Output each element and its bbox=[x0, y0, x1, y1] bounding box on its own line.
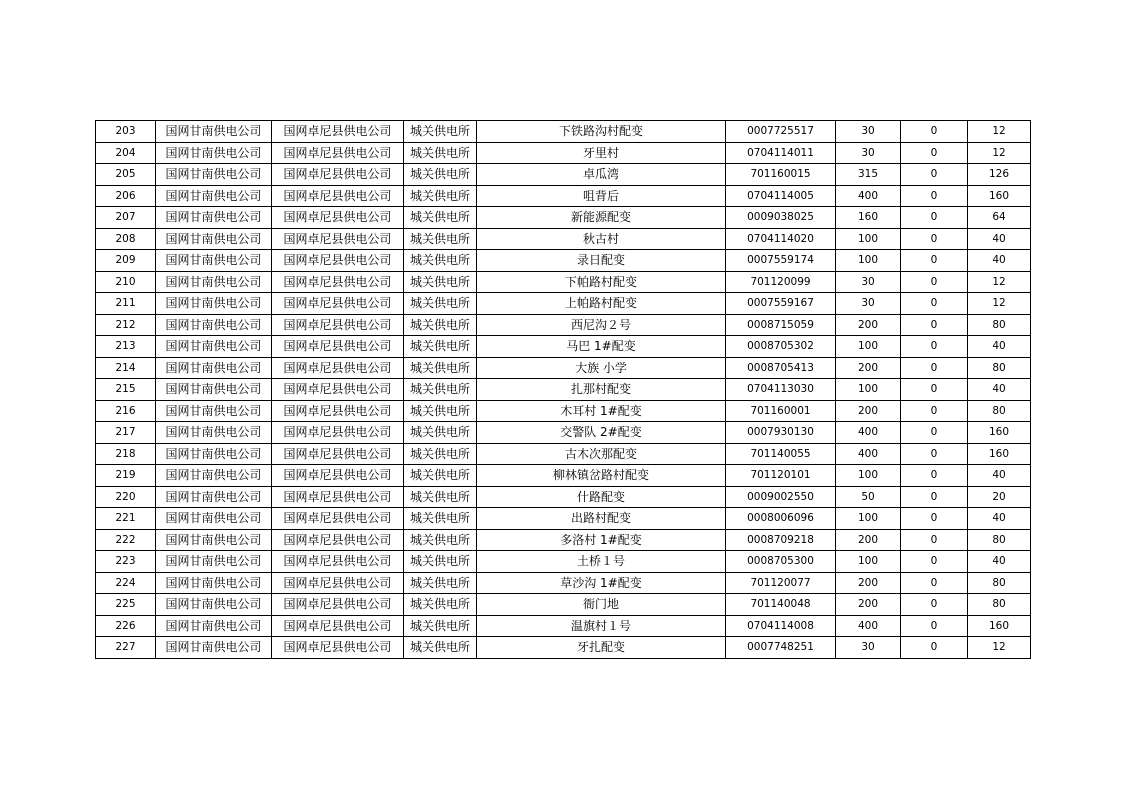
row-number-cell: 225 bbox=[96, 594, 156, 616]
transformer-name-cell: 草沙沟 1#配变 bbox=[477, 572, 726, 594]
station-cell: 城关供电所 bbox=[404, 551, 477, 573]
capacity-cell: 200 bbox=[836, 314, 901, 336]
company-cell: 国网甘南供电公司 bbox=[156, 164, 272, 186]
code-cell: 0007930130 bbox=[726, 422, 836, 444]
transformer-name-cell: 土桥１号 bbox=[477, 551, 726, 573]
county-company-cell: 国网卓尼县供电公司 bbox=[272, 594, 404, 616]
zero-cell: 0 bbox=[901, 465, 968, 487]
county-company-cell: 国网卓尼县供电公司 bbox=[272, 637, 404, 659]
value-cell: 12 bbox=[968, 121, 1031, 143]
transformer-name-cell: 牙里村 bbox=[477, 142, 726, 164]
table-row bbox=[96, 142, 1031, 164]
transformer-name-cell: 扎那村配变 bbox=[477, 379, 726, 401]
code-cell: 0009038025 bbox=[726, 207, 836, 229]
zero-cell: 0 bbox=[901, 357, 968, 379]
value-cell: 40 bbox=[968, 228, 1031, 250]
station-cell: 城关供电所 bbox=[404, 594, 477, 616]
station-cell: 城关供电所 bbox=[404, 293, 477, 315]
code-cell: 701120077 bbox=[726, 572, 836, 594]
station-cell: 城关供电所 bbox=[404, 185, 477, 207]
transformer-table bbox=[95, 120, 1031, 659]
company-cell: 国网甘南供电公司 bbox=[156, 121, 272, 143]
transformer-name-cell: 上帕路村配变 bbox=[477, 293, 726, 315]
station-cell: 城关供电所 bbox=[404, 529, 477, 551]
county-company-cell: 国网卓尼县供电公司 bbox=[272, 121, 404, 143]
row-number-cell: 207 bbox=[96, 207, 156, 229]
company-cell: 国网甘南供电公司 bbox=[156, 379, 272, 401]
capacity-cell: 400 bbox=[836, 443, 901, 465]
county-company-cell: 国网卓尼县供电公司 bbox=[272, 164, 404, 186]
value-cell: 160 bbox=[968, 615, 1031, 637]
capacity-cell: 200 bbox=[836, 400, 901, 422]
table-row bbox=[96, 551, 1031, 573]
station-cell: 城关供电所 bbox=[404, 250, 477, 272]
company-cell: 国网甘南供电公司 bbox=[156, 486, 272, 508]
zero-cell: 0 bbox=[901, 293, 968, 315]
county-company-cell: 国网卓尼县供电公司 bbox=[272, 379, 404, 401]
table-row bbox=[96, 185, 1031, 207]
county-company-cell: 国网卓尼县供电公司 bbox=[272, 572, 404, 594]
value-cell: 40 bbox=[968, 465, 1031, 487]
zero-cell: 0 bbox=[901, 228, 968, 250]
transformer-name-cell: 下帕路村配变 bbox=[477, 271, 726, 293]
table-row bbox=[96, 207, 1031, 229]
station-cell: 城关供电所 bbox=[404, 271, 477, 293]
zero-cell: 0 bbox=[901, 551, 968, 573]
capacity-cell: 30 bbox=[836, 637, 901, 659]
transformer-name-cell: 牙扎配变 bbox=[477, 637, 726, 659]
zero-cell: 0 bbox=[901, 164, 968, 186]
capacity-cell: 30 bbox=[836, 142, 901, 164]
transformer-name-cell: 新能源配变 bbox=[477, 207, 726, 229]
company-cell: 国网甘南供电公司 bbox=[156, 443, 272, 465]
row-number-cell: 223 bbox=[96, 551, 156, 573]
value-cell: 12 bbox=[968, 637, 1031, 659]
county-company-cell: 国网卓尼县供电公司 bbox=[272, 422, 404, 444]
table-row bbox=[96, 443, 1031, 465]
table-body bbox=[96, 121, 1031, 659]
row-number-cell: 224 bbox=[96, 572, 156, 594]
company-cell: 国网甘南供电公司 bbox=[156, 400, 272, 422]
table-row bbox=[96, 379, 1031, 401]
value-cell: 160 bbox=[968, 422, 1031, 444]
transformer-name-cell: 西尼沟２号 bbox=[477, 314, 726, 336]
station-cell: 城关供电所 bbox=[404, 465, 477, 487]
row-number-cell: 210 bbox=[96, 271, 156, 293]
value-cell: 12 bbox=[968, 293, 1031, 315]
capacity-cell: 100 bbox=[836, 508, 901, 530]
row-number-cell: 206 bbox=[96, 185, 156, 207]
row-number-cell: 208 bbox=[96, 228, 156, 250]
code-cell: 0008705302 bbox=[726, 336, 836, 358]
company-cell: 国网甘南供电公司 bbox=[156, 207, 272, 229]
transformer-name-cell: 咀背后 bbox=[477, 185, 726, 207]
value-cell: 80 bbox=[968, 529, 1031, 551]
zero-cell: 0 bbox=[901, 637, 968, 659]
zero-cell: 0 bbox=[901, 250, 968, 272]
zero-cell: 0 bbox=[901, 379, 968, 401]
station-cell: 城关供电所 bbox=[404, 379, 477, 401]
county-company-cell: 国网卓尼县供电公司 bbox=[272, 228, 404, 250]
value-cell: 126 bbox=[968, 164, 1031, 186]
code-cell: 0704114011 bbox=[726, 142, 836, 164]
table-row bbox=[96, 250, 1031, 272]
table-row bbox=[96, 121, 1031, 143]
company-cell: 国网甘南供电公司 bbox=[156, 293, 272, 315]
station-cell: 城关供电所 bbox=[404, 336, 477, 358]
county-company-cell: 国网卓尼县供电公司 bbox=[272, 336, 404, 358]
row-number-cell: 214 bbox=[96, 357, 156, 379]
company-cell: 国网甘南供电公司 bbox=[156, 551, 272, 573]
code-cell: 0009002550 bbox=[726, 486, 836, 508]
code-cell: 0704114008 bbox=[726, 615, 836, 637]
capacity-cell: 315 bbox=[836, 164, 901, 186]
value-cell: 40 bbox=[968, 250, 1031, 272]
table-row bbox=[96, 271, 1031, 293]
value-cell: 40 bbox=[968, 379, 1031, 401]
capacity-cell: 100 bbox=[836, 551, 901, 573]
code-cell: 0007559174 bbox=[726, 250, 836, 272]
capacity-cell: 100 bbox=[836, 379, 901, 401]
value-cell: 40 bbox=[968, 551, 1031, 573]
capacity-cell: 160 bbox=[836, 207, 901, 229]
capacity-cell: 30 bbox=[836, 271, 901, 293]
zero-cell: 0 bbox=[901, 443, 968, 465]
company-cell: 国网甘南供电公司 bbox=[156, 465, 272, 487]
capacity-cell: 200 bbox=[836, 572, 901, 594]
value-cell: 40 bbox=[968, 508, 1031, 530]
table-row bbox=[96, 486, 1031, 508]
value-cell: 80 bbox=[968, 572, 1031, 594]
zero-cell: 0 bbox=[901, 422, 968, 444]
transformer-name-cell: 什路配变 bbox=[477, 486, 726, 508]
value-cell: 80 bbox=[968, 314, 1031, 336]
code-cell: 701160001 bbox=[726, 400, 836, 422]
county-company-cell: 国网卓尼县供电公司 bbox=[272, 508, 404, 530]
table-row bbox=[96, 615, 1031, 637]
code-cell: 701140048 bbox=[726, 594, 836, 616]
capacity-cell: 30 bbox=[836, 293, 901, 315]
value-cell: 160 bbox=[968, 185, 1031, 207]
capacity-cell: 400 bbox=[836, 185, 901, 207]
table-row bbox=[96, 336, 1031, 358]
station-cell: 城关供电所 bbox=[404, 400, 477, 422]
station-cell: 城关供电所 bbox=[404, 422, 477, 444]
zero-cell: 0 bbox=[901, 508, 968, 530]
value-cell: 40 bbox=[968, 336, 1031, 358]
station-cell: 城关供电所 bbox=[404, 486, 477, 508]
county-company-cell: 国网卓尼县供电公司 bbox=[272, 142, 404, 164]
capacity-cell: 100 bbox=[836, 465, 901, 487]
code-cell: 0704114005 bbox=[726, 185, 836, 207]
value-cell: 12 bbox=[968, 271, 1031, 293]
transformer-name-cell: 温旗村１号 bbox=[477, 615, 726, 637]
county-company-cell: 国网卓尼县供电公司 bbox=[272, 207, 404, 229]
company-cell: 国网甘南供电公司 bbox=[156, 336, 272, 358]
county-company-cell: 国网卓尼县供电公司 bbox=[272, 465, 404, 487]
row-number-cell: 209 bbox=[96, 250, 156, 272]
transformer-name-cell: 卓瓜湾 bbox=[477, 164, 726, 186]
code-cell: 701120101 bbox=[726, 465, 836, 487]
table-row bbox=[96, 465, 1031, 487]
code-cell: 0008705413 bbox=[726, 357, 836, 379]
row-number-cell: 220 bbox=[96, 486, 156, 508]
table-row bbox=[96, 529, 1031, 551]
code-cell: 0008006096 bbox=[726, 508, 836, 530]
row-number-cell: 222 bbox=[96, 529, 156, 551]
county-company-cell: 国网卓尼县供电公司 bbox=[272, 250, 404, 272]
zero-cell: 0 bbox=[901, 594, 968, 616]
code-cell: 0704113030 bbox=[726, 379, 836, 401]
value-cell: 80 bbox=[968, 400, 1031, 422]
table-row bbox=[96, 164, 1031, 186]
code-cell: 0007559167 bbox=[726, 293, 836, 315]
transformer-name-cell: 多洛村 1#配变 bbox=[477, 529, 726, 551]
row-number-cell: 219 bbox=[96, 465, 156, 487]
transformer-name-cell: 木耳村 1#配变 bbox=[477, 400, 726, 422]
zero-cell: 0 bbox=[901, 207, 968, 229]
company-cell: 国网甘南供电公司 bbox=[156, 142, 272, 164]
transformer-name-cell: 衙门地 bbox=[477, 594, 726, 616]
transformer-name-cell: 交警队 2#配变 bbox=[477, 422, 726, 444]
capacity-cell: 200 bbox=[836, 357, 901, 379]
county-company-cell: 国网卓尼县供电公司 bbox=[272, 443, 404, 465]
value-cell: 80 bbox=[968, 357, 1031, 379]
zero-cell: 0 bbox=[901, 121, 968, 143]
county-company-cell: 国网卓尼县供电公司 bbox=[272, 551, 404, 573]
row-number-cell: 213 bbox=[96, 336, 156, 358]
county-company-cell: 国网卓尼县供电公司 bbox=[272, 615, 404, 637]
transformer-name-cell: 马巴 1#配变 bbox=[477, 336, 726, 358]
company-cell: 国网甘南供电公司 bbox=[156, 508, 272, 530]
table-row bbox=[96, 422, 1031, 444]
row-number-cell: 204 bbox=[96, 142, 156, 164]
transformer-name-cell: 古木次那配变 bbox=[477, 443, 726, 465]
transformer-name-cell: 柳林镇岔路村配变 bbox=[477, 465, 726, 487]
capacity-cell: 200 bbox=[836, 529, 901, 551]
value-cell: 12 bbox=[968, 142, 1031, 164]
station-cell: 城关供电所 bbox=[404, 142, 477, 164]
station-cell: 城关供电所 bbox=[404, 508, 477, 530]
zero-cell: 0 bbox=[901, 400, 968, 422]
table-row bbox=[96, 637, 1031, 659]
county-company-cell: 国网卓尼县供电公司 bbox=[272, 357, 404, 379]
transformer-name-cell: 录日配变 bbox=[477, 250, 726, 272]
zero-cell: 0 bbox=[901, 572, 968, 594]
code-cell: 0008709218 bbox=[726, 529, 836, 551]
table-row bbox=[96, 400, 1031, 422]
zero-cell: 0 bbox=[901, 271, 968, 293]
table-row bbox=[96, 357, 1031, 379]
code-cell: 0007748251 bbox=[726, 637, 836, 659]
capacity-cell: 400 bbox=[836, 422, 901, 444]
capacity-cell: 100 bbox=[836, 336, 901, 358]
company-cell: 国网甘南供电公司 bbox=[156, 228, 272, 250]
station-cell: 城关供电所 bbox=[404, 228, 477, 250]
zero-cell: 0 bbox=[901, 529, 968, 551]
code-cell: 701160015 bbox=[726, 164, 836, 186]
value-cell: 64 bbox=[968, 207, 1031, 229]
row-number-cell: 226 bbox=[96, 615, 156, 637]
zero-cell: 0 bbox=[901, 615, 968, 637]
company-cell: 国网甘南供电公司 bbox=[156, 572, 272, 594]
code-cell: 701120099 bbox=[726, 271, 836, 293]
company-cell: 国网甘南供电公司 bbox=[156, 357, 272, 379]
station-cell: 城关供电所 bbox=[404, 615, 477, 637]
station-cell: 城关供电所 bbox=[404, 357, 477, 379]
table-row bbox=[96, 314, 1031, 336]
zero-cell: 0 bbox=[901, 486, 968, 508]
station-cell: 城关供电所 bbox=[404, 164, 477, 186]
station-cell: 城关供电所 bbox=[404, 314, 477, 336]
row-number-cell: 211 bbox=[96, 293, 156, 315]
zero-cell: 0 bbox=[901, 142, 968, 164]
county-company-cell: 国网卓尼县供电公司 bbox=[272, 529, 404, 551]
code-cell: 701140055 bbox=[726, 443, 836, 465]
table-row bbox=[96, 594, 1031, 616]
company-cell: 国网甘南供电公司 bbox=[156, 422, 272, 444]
company-cell: 国网甘南供电公司 bbox=[156, 637, 272, 659]
capacity-cell: 100 bbox=[836, 250, 901, 272]
company-cell: 国网甘南供电公司 bbox=[156, 250, 272, 272]
transformer-name-cell: 出路村配变 bbox=[477, 508, 726, 530]
company-cell: 国网甘南供电公司 bbox=[156, 271, 272, 293]
capacity-cell: 100 bbox=[836, 228, 901, 250]
row-number-cell: 215 bbox=[96, 379, 156, 401]
zero-cell: 0 bbox=[901, 314, 968, 336]
value-cell: 20 bbox=[968, 486, 1031, 508]
value-cell: 80 bbox=[968, 594, 1031, 616]
row-number-cell: 203 bbox=[96, 121, 156, 143]
row-number-cell: 218 bbox=[96, 443, 156, 465]
code-cell: 0008705300 bbox=[726, 551, 836, 573]
row-number-cell: 205 bbox=[96, 164, 156, 186]
row-number-cell: 221 bbox=[96, 508, 156, 530]
zero-cell: 0 bbox=[901, 185, 968, 207]
county-company-cell: 国网卓尼县供电公司 bbox=[272, 185, 404, 207]
county-company-cell: 国网卓尼县供电公司 bbox=[272, 486, 404, 508]
company-cell: 国网甘南供电公司 bbox=[156, 314, 272, 336]
code-cell: 0704114020 bbox=[726, 228, 836, 250]
transformer-name-cell: 大族 小学 bbox=[477, 357, 726, 379]
station-cell: 城关供电所 bbox=[404, 443, 477, 465]
row-number-cell: 212 bbox=[96, 314, 156, 336]
capacity-cell: 30 bbox=[836, 121, 901, 143]
code-cell: 0007725517 bbox=[726, 121, 836, 143]
value-cell: 160 bbox=[968, 443, 1031, 465]
table-row bbox=[96, 508, 1031, 530]
station-cell: 城关供电所 bbox=[404, 207, 477, 229]
row-number-cell: 227 bbox=[96, 637, 156, 659]
transformer-name-cell: 秋古村 bbox=[477, 228, 726, 250]
transformer-name-cell: 下铁路沟村配变 bbox=[477, 121, 726, 143]
station-cell: 城关供电所 bbox=[404, 121, 477, 143]
row-number-cell: 217 bbox=[96, 422, 156, 444]
table-row bbox=[96, 572, 1031, 594]
county-company-cell: 国网卓尼县供电公司 bbox=[272, 271, 404, 293]
company-cell: 国网甘南供电公司 bbox=[156, 185, 272, 207]
table-row bbox=[96, 228, 1031, 250]
capacity-cell: 50 bbox=[836, 486, 901, 508]
capacity-cell: 200 bbox=[836, 594, 901, 616]
code-cell: 0008715059 bbox=[726, 314, 836, 336]
county-company-cell: 国网卓尼县供电公司 bbox=[272, 293, 404, 315]
row-number-cell: 216 bbox=[96, 400, 156, 422]
zero-cell: 0 bbox=[901, 336, 968, 358]
company-cell: 国网甘南供电公司 bbox=[156, 594, 272, 616]
station-cell: 城关供电所 bbox=[404, 572, 477, 594]
capacity-cell: 400 bbox=[836, 615, 901, 637]
company-cell: 国网甘南供电公司 bbox=[156, 615, 272, 637]
table-row bbox=[96, 293, 1031, 315]
county-company-cell: 国网卓尼县供电公司 bbox=[272, 314, 404, 336]
company-cell: 国网甘南供电公司 bbox=[156, 529, 272, 551]
county-company-cell: 国网卓尼县供电公司 bbox=[272, 400, 404, 422]
station-cell: 城关供电所 bbox=[404, 637, 477, 659]
